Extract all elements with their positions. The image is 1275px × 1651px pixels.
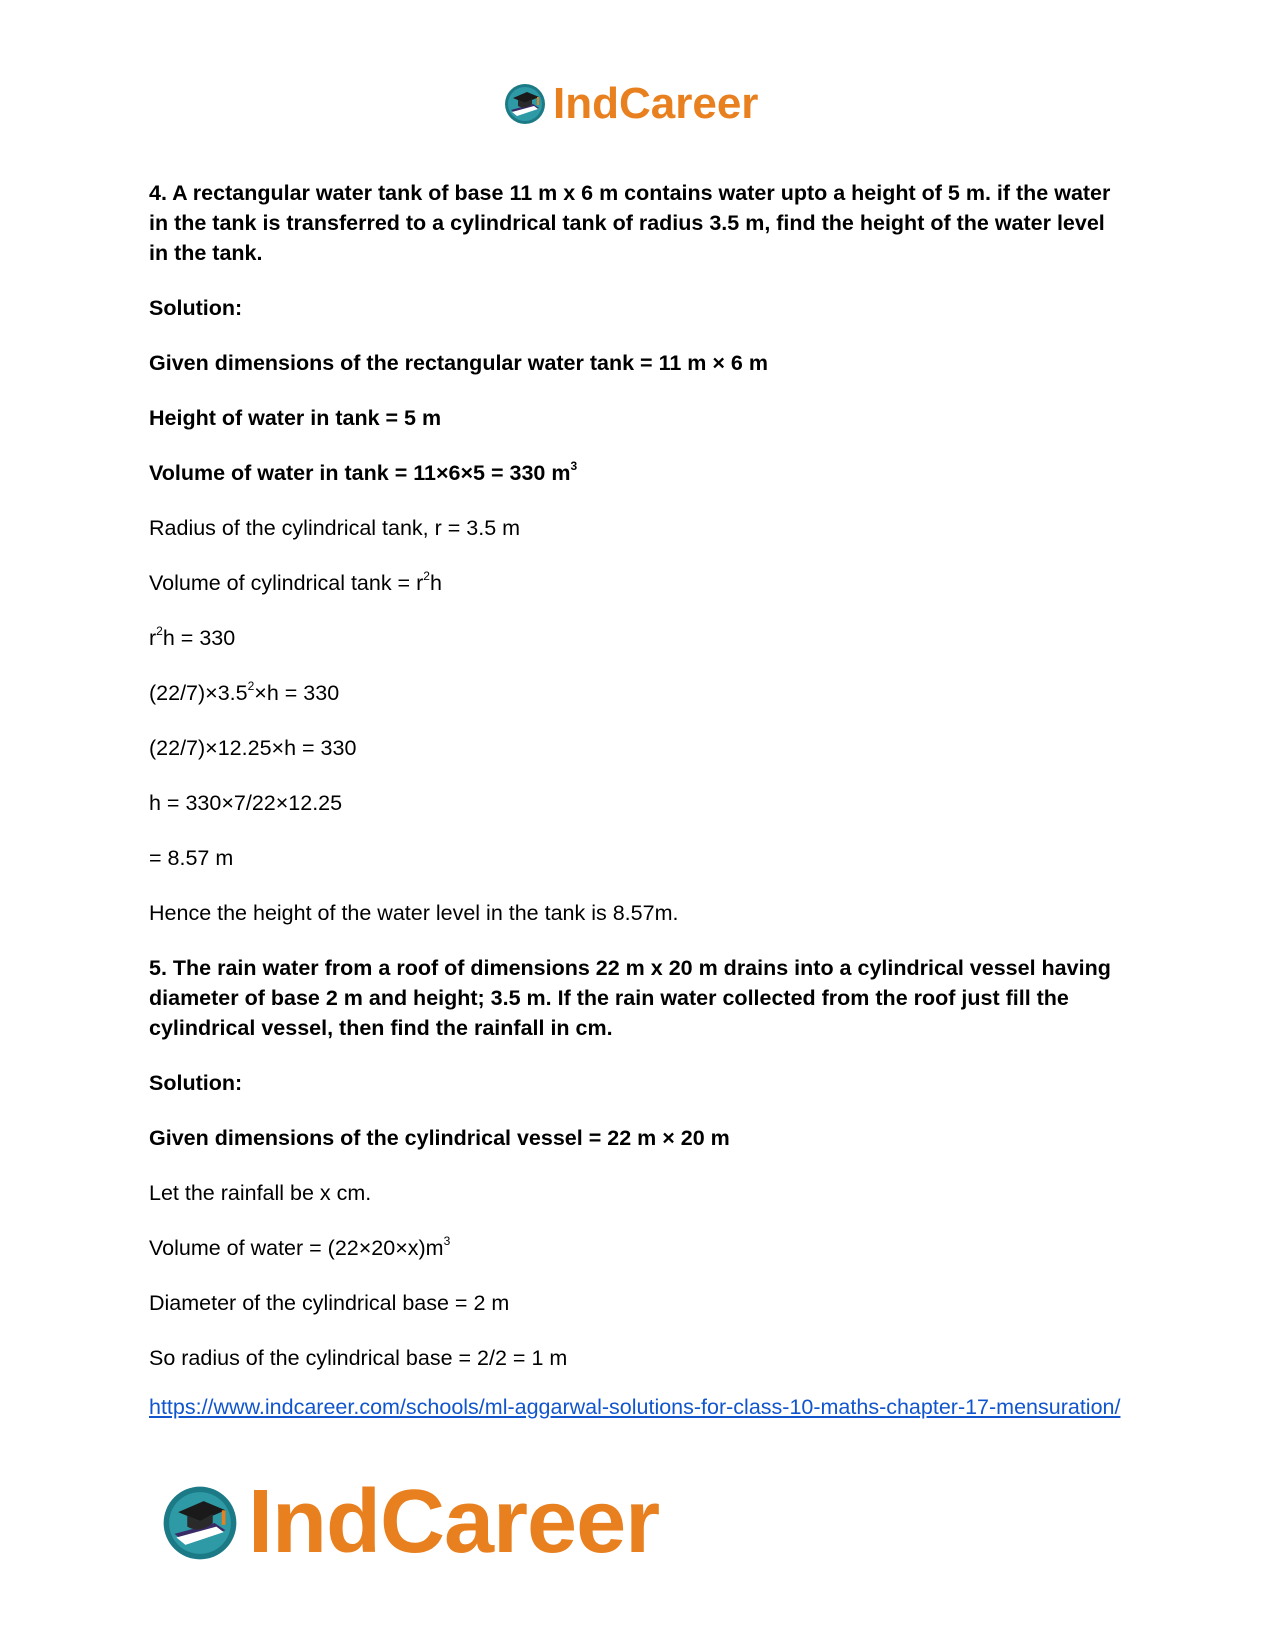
question-4: 4. A rectangular water tank of base 11 m x 6 m contains water upto a height of 5 m. if the water in the tank is transferred to a cylindrical tank of radius 3.5 m, find the height of the water level in the tank. xyxy=(149,181,1111,265)
cylinder-volume-formula: Volume of cylindrical $\tan k = r^2h$ xyxy=(149,569,442,595)
equation-step: h = 330×7/22×12.25 xyxy=(149,791,343,815)
given-dimensions: Given dimensions of the rectangular water tank = 11 m × 6 m xyxy=(149,351,768,375)
logo-wordmark: IndCareer xyxy=(248,1472,660,1572)
water-volume: Volume of water = $(22\times 20\times x)m^3$ xyxy=(149,1234,451,1260)
indcareer-logo-top xyxy=(503,80,758,128)
document-body xyxy=(149,178,1129,1422)
solution-label: Solution: xyxy=(149,1071,243,1095)
logo-wordmark: IndCareer xyxy=(553,79,759,128)
source-link[interactable]: https://www.indcareer.com/schools/ml-aggarwal-solutions-for-class-10-maths-chapter-17-mensuration/ xyxy=(149,1395,1121,1419)
water-volume: Volume of water in tank = 11×6×5 = 330 $m^3$ xyxy=(149,459,578,485)
given-dimensions: Given dimensions of the cylindrical vessel = 22 m × 20 m xyxy=(149,1126,730,1150)
base-diameter: Diameter of the cylindrical base = 2 m xyxy=(149,1291,510,1315)
base-radius: So radius of the cylindrical base = 2/2 = 1 m xyxy=(149,1346,568,1370)
solution-label: Solution: xyxy=(149,296,243,320)
graduation-cap-book-icon xyxy=(503,82,547,126)
question-5: 5. The rain water from a roof of dimensions 22 m x 20 m drains into a cylindrical vessel having diameter of base 2 m and height; 3.5 m. If the rain water collected from the roof just fill the cylindrical vessel, then find the rainfall in cm. xyxy=(149,956,1111,1040)
equation-step: (22/7)×12.25×h = 330 xyxy=(149,736,357,760)
equation-step: $r^2h = 330$ xyxy=(149,624,236,650)
water-height: Height of water in tank = 5 m xyxy=(149,406,442,430)
graduation-cap-book-icon xyxy=(160,1483,240,1563)
indcareer-logo-bottom xyxy=(160,1472,660,1572)
conclusion: Hence the height of the water level in the tank is 8.57m. xyxy=(149,901,679,925)
equation-step: $(22/7)\times 3.5^2\times h = 330$ xyxy=(149,679,340,705)
cylinder-radius: Radius of the cylindrical tank, r = 3.5 m xyxy=(149,516,521,540)
rainfall-assumption: Let the rainfall be x cm. xyxy=(149,1181,372,1205)
equation-result: = 8.57 m xyxy=(149,846,234,870)
